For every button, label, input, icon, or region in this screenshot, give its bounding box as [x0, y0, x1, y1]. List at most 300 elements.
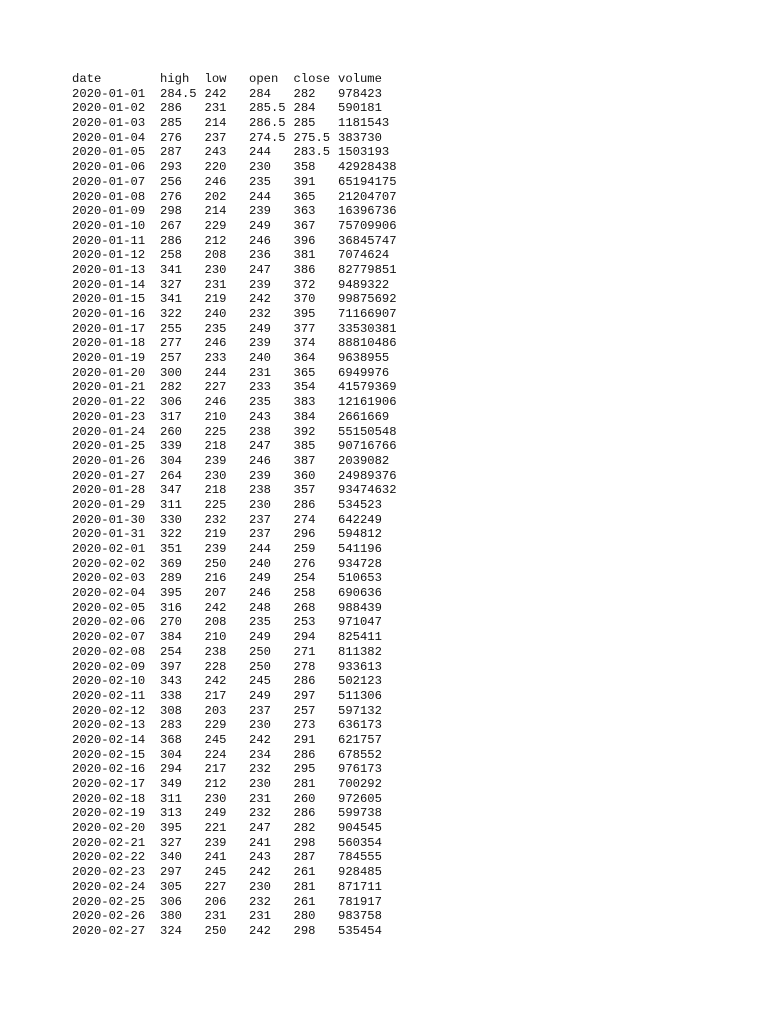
cell-high: 306: [160, 894, 182, 909]
cell-volume: 560354: [338, 835, 382, 850]
cell-close: 281: [293, 879, 316, 894]
cell-high: 395: [160, 821, 182, 836]
cell-volume: 933613: [338, 659, 382, 674]
cell-open: 240: [249, 351, 271, 366]
cell-open: 286.5: [249, 116, 286, 131]
table-row: [72, 806, 418, 821]
cell-date: 2020-02-26: [72, 909, 146, 924]
cell-low: 220: [204, 160, 227, 175]
cell-low: 230: [204, 468, 227, 483]
cell-close: 377: [293, 321, 316, 336]
cell-open: 247: [249, 821, 271, 836]
table-row: [72, 425, 418, 440]
table-row: [72, 248, 418, 263]
cell-date: 2020-01-18: [72, 336, 146, 351]
cell-volume: 16396736: [338, 204, 397, 219]
cell-low: 242: [204, 86, 227, 101]
cell-volume: 65194175: [338, 174, 397, 189]
cell-date: 2020-01-17: [72, 321, 146, 336]
cell-low: 225: [204, 497, 227, 512]
cell-high: 256: [160, 174, 182, 189]
cell-close: 296: [293, 527, 316, 542]
cell-high: 311: [160, 791, 182, 806]
table-row: [72, 792, 418, 807]
cell-date: 2020-01-11: [72, 233, 146, 248]
header-volume: volume: [338, 72, 382, 86]
cell-close: 295: [293, 762, 316, 777]
cell-date: 2020-01-21: [72, 380, 146, 395]
cell-open: 238: [249, 424, 271, 439]
cell-open: 232: [249, 307, 271, 321]
table-row: [72, 674, 418, 689]
cell-close: 297: [293, 688, 316, 703]
cell-high: 369: [160, 556, 182, 571]
cell-high: 339: [160, 439, 182, 454]
cell-date: 2020-02-19: [72, 806, 146, 821]
cell-low: 207: [204, 586, 227, 601]
cell-date: 2020-02-10: [72, 674, 146, 689]
table-row: [72, 160, 418, 175]
table-row: [72, 924, 418, 939]
cell-low: 202: [204, 189, 227, 204]
cell-high: 285: [160, 116, 182, 131]
cell-low: 214: [204, 204, 227, 219]
cell-close: 385: [293, 439, 316, 454]
cell-date: 2020-01-13: [72, 262, 146, 277]
cell-open: 249: [249, 688, 271, 703]
table-row: [72, 336, 418, 351]
cell-date: 2020-02-24: [72, 879, 146, 894]
table-row: [72, 733, 418, 748]
cell-close: 257: [293, 703, 316, 718]
cell-low: 240: [204, 307, 227, 321]
cell-low: 214: [204, 116, 227, 131]
cell-close: 294: [293, 630, 316, 645]
cell-close: 381: [293, 248, 316, 263]
cell-volume: 871711: [338, 879, 382, 894]
cell-close: 396: [293, 233, 316, 248]
cell-low: 232: [204, 512, 227, 527]
cell-high: 276: [160, 130, 182, 145]
cell-close: 357: [293, 483, 316, 498]
cell-low: 241: [204, 850, 227, 865]
table-row: [72, 292, 418, 307]
cell-high: 255: [160, 321, 182, 336]
table-row: [72, 689, 418, 704]
cell-open: 284: [249, 86, 271, 101]
cell-high: 395: [160, 586, 182, 601]
table-row: [72, 777, 418, 792]
table-row: [72, 175, 418, 190]
cell-volume: 541196: [338, 542, 382, 556]
cell-low: 239: [204, 542, 227, 556]
cell-low: 231: [204, 277, 227, 292]
cell-high: 282: [160, 380, 182, 395]
cell-close: 395: [293, 307, 316, 321]
cell-low: 230: [204, 262, 227, 277]
table-row: [72, 615, 418, 630]
cell-close: 374: [293, 336, 316, 351]
cell-open: 250: [249, 659, 271, 674]
cell-open: 235: [249, 174, 271, 189]
cell-high: 343: [160, 674, 182, 689]
cell-date: 2020-01-26: [72, 453, 146, 468]
cell-date: 2020-02-22: [72, 850, 146, 865]
table-row: [72, 513, 418, 528]
cell-volume: 41579369: [338, 380, 397, 395]
cell-close: 383: [293, 395, 316, 410]
cell-close: 387: [293, 453, 316, 468]
cell-date: 2020-01-25: [72, 439, 146, 454]
cell-open: 230: [249, 718, 271, 733]
cell-high: 257: [160, 351, 182, 366]
cell-low: 219: [204, 292, 227, 307]
cell-date: 2020-01-20: [72, 365, 146, 380]
cell-high: 351: [160, 542, 182, 556]
cell-volume: 88810486: [338, 336, 397, 351]
cell-volume: 12161906: [338, 395, 397, 410]
cell-close: 391: [293, 174, 316, 189]
cell-open: 249: [249, 630, 271, 645]
cell-open: 232: [249, 806, 271, 821]
cell-close: 261: [293, 894, 316, 909]
cell-open: 230: [249, 497, 271, 512]
cell-close: 364: [293, 351, 316, 366]
cell-low: 229: [204, 218, 227, 233]
table-row: [72, 630, 418, 645]
cell-low: 203: [204, 703, 227, 718]
cell-open: 231: [249, 909, 271, 924]
cell-high: 313: [160, 806, 182, 821]
cell-date: 2020-02-15: [72, 747, 146, 762]
cell-volume: 636173: [338, 718, 382, 733]
cell-date: 2020-02-11: [72, 688, 146, 703]
cell-open: 247: [249, 439, 271, 454]
cell-volume: 904545: [338, 821, 382, 836]
cell-volume: 2661669: [338, 409, 390, 424]
cell-date: 2020-02-12: [72, 703, 146, 718]
cell-close: 259: [293, 542, 316, 556]
table-row: [72, 454, 418, 469]
cell-low: 238: [204, 644, 227, 659]
cell-close: 286: [293, 806, 316, 821]
cell-close: 298: [293, 923, 316, 938]
cell-high: 341: [160, 292, 182, 307]
cell-close: 286: [293, 747, 316, 762]
cell-volume: 6949976: [338, 365, 390, 380]
cell-open: 243: [249, 850, 271, 865]
cell-high: 293: [160, 160, 182, 175]
table-row: [72, 704, 418, 719]
cell-low: 231: [204, 101, 227, 116]
table-row: [72, 527, 418, 542]
cell-volume: 7074624: [338, 248, 390, 263]
cell-date: 2020-01-06: [72, 160, 146, 175]
cell-date: 2020-01-08: [72, 189, 146, 204]
cell-open: 242: [249, 732, 271, 747]
cell-open: 230: [249, 777, 271, 791]
cell-low: 219: [204, 527, 227, 542]
cell-volume: 9489322: [338, 277, 390, 292]
cell-high: 327: [160, 277, 182, 292]
cell-volume: 90716766: [338, 439, 397, 454]
header-low: low: [204, 72, 227, 86]
cell-date: 2020-02-21: [72, 835, 146, 850]
cell-open: 239: [249, 468, 271, 483]
cell-close: 282: [293, 86, 316, 101]
cell-low: 216: [204, 571, 227, 586]
cell-low: 231: [204, 909, 227, 924]
cell-date: 2020-02-05: [72, 600, 146, 615]
cell-low: 249: [204, 806, 227, 821]
cell-close: 360: [293, 468, 316, 483]
cell-close: 286: [293, 674, 316, 689]
table-row: [72, 586, 418, 601]
cell-low: 218: [204, 483, 227, 498]
cell-date: 2020-01-01: [72, 86, 146, 101]
cell-open: 239: [249, 277, 271, 292]
table-row: [72, 351, 418, 366]
cell-open: 244: [249, 189, 271, 204]
cell-low: 210: [204, 630, 227, 645]
cell-high: 317: [160, 409, 182, 424]
cell-high: 294: [160, 762, 182, 777]
cell-low: 227: [204, 879, 227, 894]
cell-high: 340: [160, 850, 182, 865]
cell-close: 283.5: [293, 145, 331, 160]
cell-high: 286: [160, 233, 182, 248]
table-row: [72, 895, 418, 910]
cell-high: 305: [160, 879, 182, 894]
cell-low: 246: [204, 336, 227, 351]
table-row: [72, 322, 418, 337]
cell-date: 2020-01-23: [72, 409, 146, 424]
cell-low: 233: [204, 351, 227, 366]
cell-open: 237: [249, 527, 271, 542]
cell-open: 249: [249, 571, 271, 586]
cell-open: 230: [249, 160, 271, 175]
cell-low: 212: [204, 233, 227, 248]
cell-date: 2020-02-16: [72, 762, 146, 777]
cell-low: 230: [204, 791, 227, 806]
cell-volume: 21204707: [338, 189, 397, 204]
header-open: open: [249, 72, 279, 86]
cell-open: 242: [249, 292, 271, 307]
cell-high: 304: [160, 453, 182, 468]
cell-volume: 24989376: [338, 468, 397, 483]
cell-date: 2020-02-04: [72, 586, 146, 601]
cell-date: 2020-01-15: [72, 292, 146, 307]
cell-low: 212: [204, 777, 227, 791]
table-row: [72, 234, 418, 249]
cell-volume: 510653: [338, 571, 382, 586]
cell-close: 354: [293, 380, 316, 395]
cell-volume: 1503193: [338, 145, 390, 160]
cell-date: 2020-01-28: [72, 483, 146, 498]
table-row: [72, 469, 418, 484]
table-row: [72, 145, 418, 160]
cell-low: 217: [204, 762, 227, 777]
cell-date: 2020-02-23: [72, 865, 146, 880]
cell-open: 249: [249, 321, 271, 336]
table-row: [72, 483, 418, 498]
table-row: [72, 498, 418, 513]
table-row: [72, 542, 418, 557]
cell-date: 2020-01-29: [72, 497, 146, 512]
cell-volume: 55150548: [338, 424, 397, 439]
cell-high: 264: [160, 468, 182, 483]
cell-open: 244: [249, 542, 271, 556]
cell-low: 208: [204, 248, 227, 263]
table-row: [72, 836, 418, 851]
table-row: [72, 660, 418, 675]
cell-low: 228: [204, 659, 227, 674]
cell-date: 2020-02-17: [72, 777, 146, 791]
cell-high: 397: [160, 659, 182, 674]
cell-open: 247: [249, 262, 271, 277]
cell-high: 260: [160, 424, 182, 439]
cell-volume: 1181543: [338, 116, 390, 131]
cell-date: 2020-02-27: [72, 923, 146, 938]
cell-low: 229: [204, 718, 227, 733]
cell-high: 284.5: [160, 86, 197, 101]
cell-volume: 784555: [338, 850, 382, 865]
cell-volume: 502123: [338, 674, 382, 689]
cell-close: 370: [293, 292, 316, 307]
cell-close: 254: [293, 571, 316, 586]
cell-high: 286: [160, 101, 182, 116]
cell-close: 291: [293, 732, 316, 747]
cell-low: 244: [204, 365, 227, 380]
cell-date: 2020-01-14: [72, 277, 146, 292]
cell-volume: 511306: [338, 688, 382, 703]
cell-volume: 597132: [338, 703, 382, 718]
table-row: [72, 131, 418, 146]
cell-close: 284: [293, 101, 316, 116]
cell-close: 363: [293, 204, 316, 219]
cell-date: 2020-01-02: [72, 101, 146, 116]
cell-volume: 971047: [338, 615, 382, 630]
cell-volume: 534523: [338, 497, 382, 512]
cell-date: 2020-02-03: [72, 571, 146, 586]
cell-date: 2020-02-01: [72, 542, 146, 556]
cell-close: 286: [293, 497, 316, 512]
cell-low: 206: [204, 894, 227, 909]
cell-high: 287: [160, 145, 182, 160]
cell-high: 316: [160, 600, 182, 615]
cell-date: 2020-01-12: [72, 248, 146, 263]
cell-volume: 2039082: [338, 453, 390, 468]
cell-date: 2020-01-10: [72, 218, 146, 233]
cell-date: 2020-01-16: [72, 307, 146, 321]
cell-low: 245: [204, 865, 227, 880]
cell-low: 217: [204, 688, 227, 703]
cell-date: 2020-01-07: [72, 174, 146, 189]
cell-high: 349: [160, 777, 182, 791]
cell-low: 242: [204, 674, 227, 689]
cell-date: 2020-02-13: [72, 718, 146, 733]
cell-volume: 700292: [338, 777, 382, 791]
cell-low: 227: [204, 380, 227, 395]
cell-low: 242: [204, 600, 227, 615]
cell-open: 242: [249, 865, 271, 880]
cell-open: 232: [249, 894, 271, 909]
cell-low: 245: [204, 732, 227, 747]
data-table: [72, 72, 418, 939]
cell-date: 2020-01-09: [72, 204, 146, 219]
cell-open: 234: [249, 747, 271, 762]
table-row: [72, 865, 418, 880]
cell-volume: 678552: [338, 747, 382, 762]
cell-volume: 590181: [338, 101, 382, 116]
cell-date: 2020-01-24: [72, 424, 146, 439]
cell-open: 231: [249, 791, 271, 806]
cell-open: 246: [249, 453, 271, 468]
cell-open: 237: [249, 703, 271, 718]
cell-close: 273: [293, 718, 316, 733]
table-row: [72, 190, 418, 205]
cell-high: 330: [160, 512, 182, 527]
cell-volume: 811382: [338, 644, 382, 659]
header-close: close: [293, 72, 331, 86]
table-row: [72, 718, 418, 733]
header-high: high: [160, 72, 190, 86]
cell-date: 2020-02-14: [72, 732, 146, 747]
cell-volume: 594812: [338, 527, 382, 542]
cell-date: 2020-01-22: [72, 395, 146, 410]
cell-close: 261: [293, 865, 316, 880]
cell-volume: 71166907: [338, 307, 397, 321]
cell-low: 246: [204, 395, 227, 410]
cell-open: 235: [249, 615, 271, 630]
cell-close: 276: [293, 556, 316, 571]
cell-date: 2020-02-25: [72, 894, 146, 909]
table-row: [72, 87, 418, 102]
cell-open: 232: [249, 762, 271, 777]
cell-close: 268: [293, 600, 316, 615]
cell-low: 208: [204, 615, 227, 630]
cell-volume: 33530381: [338, 321, 397, 336]
table-row: [72, 219, 418, 234]
table-row: [72, 880, 418, 895]
cell-high: 338: [160, 688, 182, 703]
cell-volume: 535454: [338, 923, 382, 938]
cell-open: 245: [249, 674, 271, 689]
header-date: date: [72, 72, 102, 86]
cell-open: 239: [249, 336, 271, 351]
cell-volume: 972605: [338, 791, 382, 806]
cell-volume: 690636: [338, 586, 382, 601]
cell-open: 250: [249, 644, 271, 659]
cell-close: 392: [293, 424, 316, 439]
cell-open: 240: [249, 556, 271, 571]
cell-low: 239: [204, 453, 227, 468]
cell-open: 285.5: [249, 101, 286, 116]
table-header-row: [72, 72, 418, 87]
table-row: [72, 850, 418, 865]
cell-close: 253: [293, 615, 316, 630]
cell-open: 242: [249, 923, 271, 938]
cell-date: 2020-01-05: [72, 145, 146, 160]
cell-close: 275.5: [293, 130, 331, 145]
cell-close: 280: [293, 909, 316, 924]
cell-low: 246: [204, 174, 227, 189]
cell-high: 306: [160, 395, 182, 410]
cell-high: 322: [160, 527, 182, 542]
cell-low: 218: [204, 439, 227, 454]
cell-close: 365: [293, 365, 316, 380]
cell-high: 384: [160, 630, 182, 645]
